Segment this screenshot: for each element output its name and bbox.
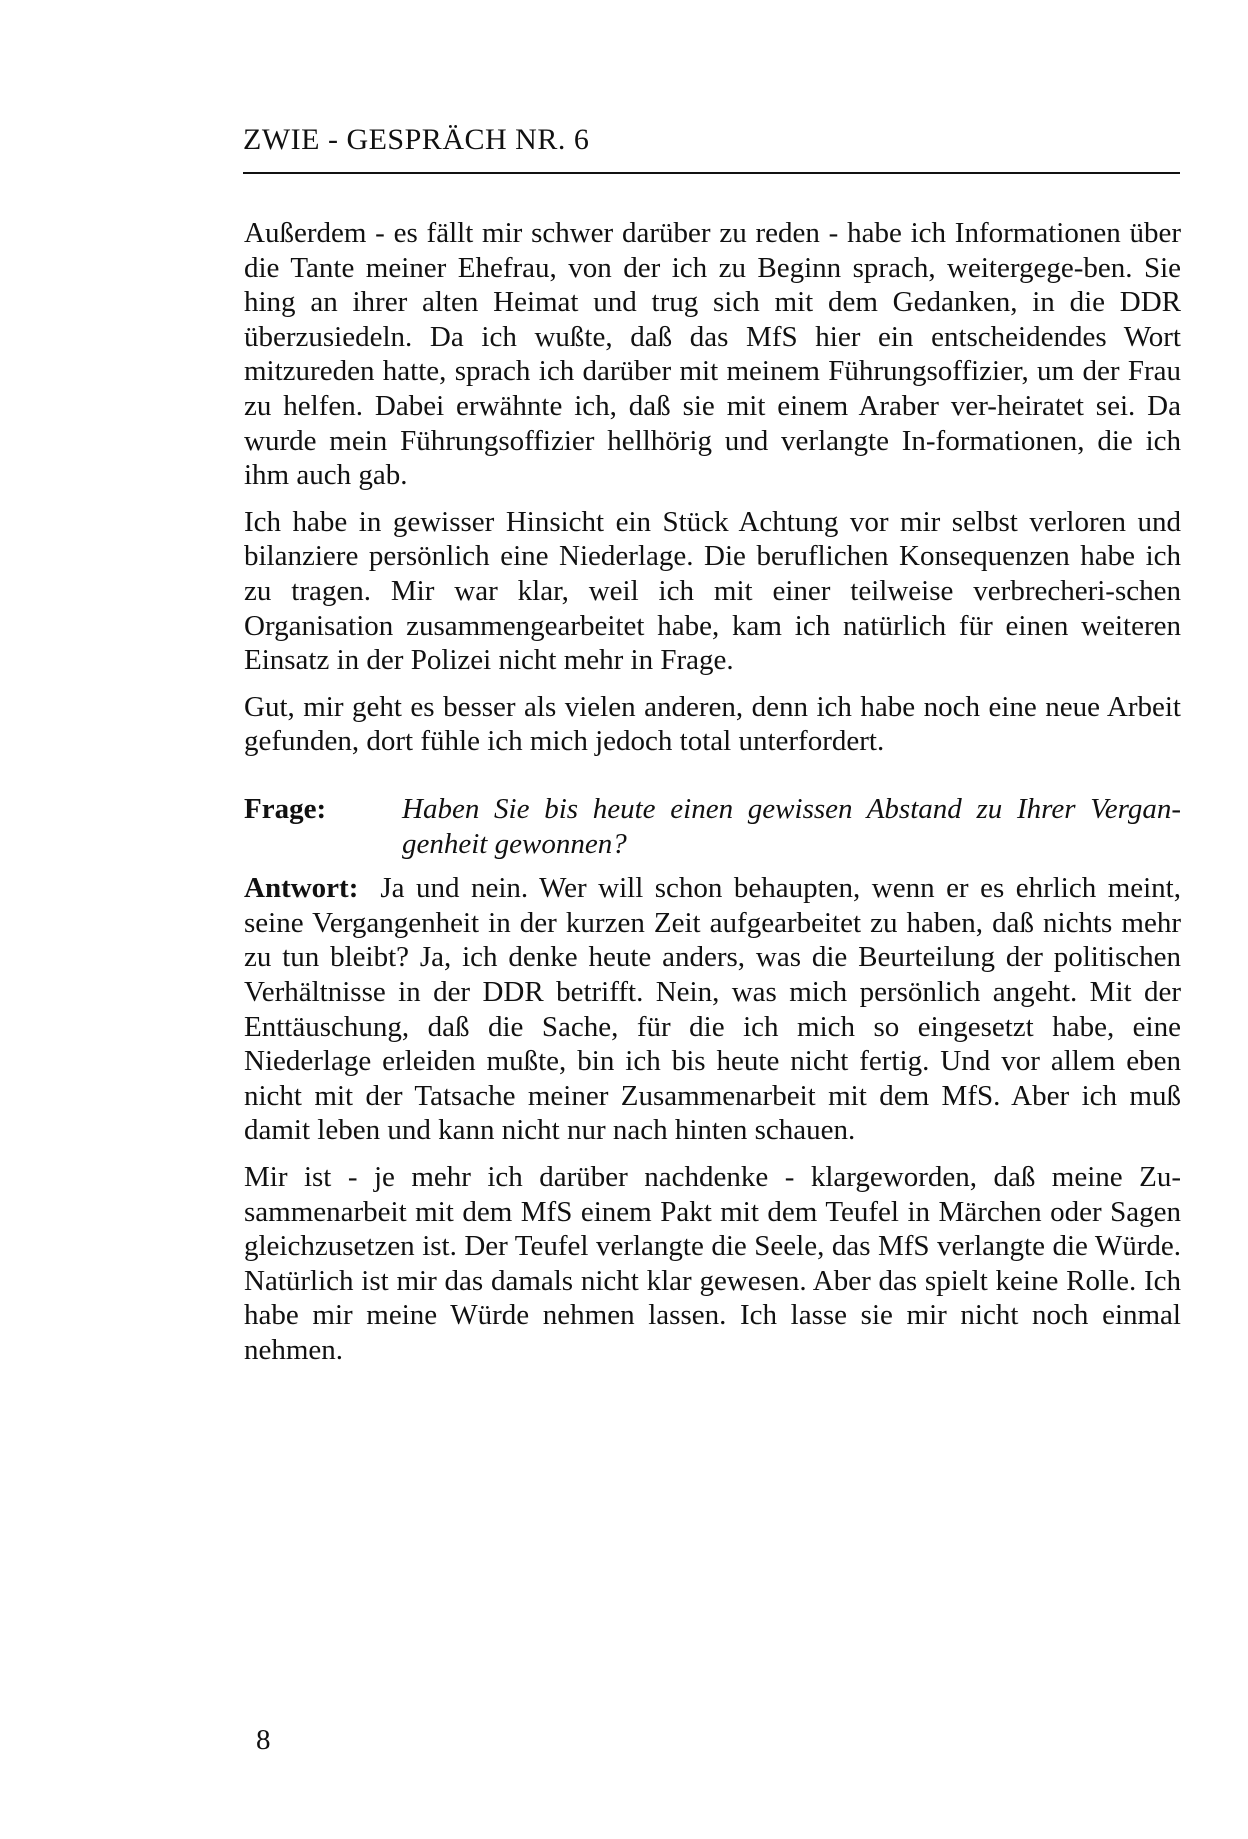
header-rule xyxy=(243,172,1180,174)
answer-continuation: Mir ist - je mehr ich darüber nachdenke - klargeworden, daß meine Zu-sammenarbeit mit dem MfS einem Pakt mit dem Teufel in Märchen oder Sagen gleichzusetzen ist. Der Teufel verlangte die Seele, das MfS verlangte die Würde. Natürlich ist mir das damals nicht klar gewesen. Aber das spielt keine Rolle. Ich habe mir meine Würde nehmen lassen. Ich lasse sie mir nicht noch einmal nehmen. xyxy=(244,1160,1181,1366)
paragraph-2: Ich habe in gewisser Hinsicht ein Stück Achtung vor mir selbst verloren und bilanziere persönlich eine Niederlage. Die beruflichen Konsequenzen habe ich zu tragen. Mir war klar, weil ich mit einer teilweise verbrecheri-schen Organisation zusammengearbeitet habe, kam ich natürlich für einen weiteren Einsatz in der Polizei nicht mehr in Frage. xyxy=(244,505,1181,677)
question-text: Haben Sie bis heute einen gewissen Abstand zu Ihrer Vergan-genheit gewonnen? xyxy=(402,793,1181,860)
body-text xyxy=(244,216,1181,771)
answer xyxy=(244,871,1181,1148)
paragraph-3: Gut, mir geht es besser als vielen anderen, denn ich habe noch eine neue Arbeit gefunden, dort fühle ich mich jedoch total unterfordert. xyxy=(244,690,1181,758)
answer-text: Ja und nein. Wer will schon behaupten, wenn er es ehrlich meint, seine Vergangenheit in der kurzen Zeit aufgearbeitet zu haben, daß nichts mehr zu tun bleibt? Ja, ich denke heute anders, was die Beurteilung der politischen Verhältnisse in der DDR betrifft. Nein, was mich persönlich angeht. Mit der Enttäuschung, daß die Sache, für die ich mich so eingesetzt habe, eine Niederlage erleiden mußte, bin ich bis heute nicht fertig. Und vor allem eben nicht mit der Tatsache meiner Zusammenarbeit mit dem MfS. Aber ich muß damit leben und kann nicht nur nach hinten schauen. xyxy=(244,872,1181,1147)
running-header: ZWIE - GESPRÄCH NR. 6 xyxy=(243,123,590,156)
question-label: Frage: xyxy=(244,793,327,825)
interview-section xyxy=(244,792,1181,1380)
question xyxy=(244,792,1181,861)
answer-label: Antwort: xyxy=(244,872,359,905)
page-number: 8 xyxy=(256,1724,271,1756)
paragraph-1: Außerdem - es fällt mir schwer darüber zu reden - habe ich Informationen über die Tante meiner Ehefrau, von der ich zu Beginn sprach, weitergege-ben. Sie hing an ihrer alten Heimat und trug sich mit dem Gedanken, in die DDR überzusiedeln. Da ich wußte, daß das MfS hier ein entscheidendes Wort mitzureden hatte, sprach ich darüber mit meinem Führungsoffizier, um der Frau zu helfen. Dabei erwähnte ich, daß sie mit einem Araber ver-heiratet sei. Da wurde mein Führungsoffizier hellhörig und verlangte In-formationen, die ich ihm auch gab. xyxy=(244,217,1181,492)
